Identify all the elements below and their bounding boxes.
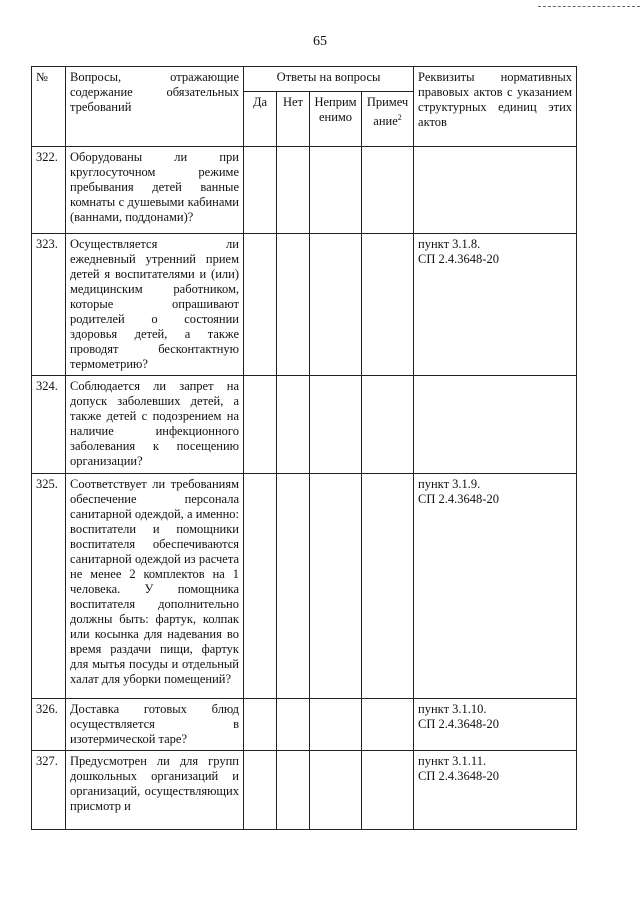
header-yes: Да [244, 92, 277, 147]
header-row [32, 67, 577, 92]
answer-yes-cell[interactable] [244, 234, 277, 376]
answer-note-cell[interactable] [362, 376, 414, 474]
requisite-act: СП 2.4.3648-20 [418, 492, 499, 506]
answer-na-cell[interactable] [310, 751, 362, 830]
row-requisites [414, 474, 577, 699]
requisite-act: СП 2.4.3648-20 [418, 769, 499, 783]
top-dashed-line [538, 6, 640, 7]
answer-note-cell[interactable] [362, 699, 414, 751]
answer-na-cell[interactable] [310, 474, 362, 699]
requisite-clause: пункт 3.1.9. [418, 477, 481, 491]
answer-no-cell[interactable] [277, 751, 310, 830]
answer-note-cell[interactable] [362, 147, 414, 234]
row-question: Соответствует ли требованиям обеспечение персонала санитарной одеждой, а именно: воспитатели и помощники воспитателя обеспечиваются санитарной одеждой из расчета не менее 2 комплектов на 1 человека. У помощника воспитателя дополнительно должны быть: фартук, колпак или косынка для надевания во время раздачи пищи, фартук для мытья посуды и отдельный халат для уборки помещений? [66, 474, 244, 699]
row-number: 322. [32, 147, 66, 234]
answer-na-cell[interactable] [310, 234, 362, 376]
answer-yes-cell[interactable] [244, 376, 277, 474]
requisite-act: СП 2.4.3648-20 [418, 252, 499, 266]
requisite-act: СП 2.4.3648-20 [418, 717, 499, 731]
answer-na-cell[interactable] [310, 147, 362, 234]
page-number: 65 [313, 34, 327, 49]
row-requisites [414, 699, 577, 751]
answer-yes-cell[interactable] [244, 474, 277, 699]
answer-na-cell[interactable] [310, 699, 362, 751]
header-questions: Вопросы, отражающие содержание обязательных требований [66, 67, 244, 147]
header-note [362, 92, 414, 147]
header-note-sup: 2 [397, 113, 402, 122]
answer-no-cell[interactable] [277, 474, 310, 699]
row-requisites [414, 147, 577, 234]
row-number: 326. [32, 699, 66, 751]
answer-yes-cell[interactable] [244, 699, 277, 751]
answer-no-cell[interactable] [277, 376, 310, 474]
table-row [32, 474, 577, 699]
row-number: 327. [32, 751, 66, 830]
header-num: № [32, 67, 66, 147]
row-question: Соблюдается ли запрет на допуск заболевших детей, а также детей с подозрением на наличие инфекционного заболевания к посещению организации? [66, 376, 244, 474]
row-requisites [414, 234, 577, 376]
answer-no-cell[interactable] [277, 147, 310, 234]
table-row [32, 376, 577, 474]
requirements-table [31, 66, 577, 830]
row-number: 325. [32, 474, 66, 699]
requisite-clause: пункт 3.1.8. [418, 237, 481, 251]
requisite-clause: пункт 3.1.10. [418, 702, 487, 716]
table-row [32, 234, 577, 376]
header-no: Нет [277, 92, 310, 147]
answer-yes-cell[interactable] [244, 147, 277, 234]
row-question: Предусмотрен ли для групп дошкольных организаций и организаций, осуществляющих присмотр и [66, 751, 244, 830]
header-not-applicable: Неприм енимо [310, 92, 362, 147]
header-note-text: Примеч ание [366, 95, 409, 129]
answer-note-cell[interactable] [362, 474, 414, 699]
header-answers: Ответы на вопросы [244, 67, 414, 92]
row-requisites [414, 751, 577, 830]
answer-na-cell[interactable] [310, 376, 362, 474]
row-question: Доставка готовых блюд осуществляется в изотермической таре? [66, 699, 244, 751]
answer-yes-cell[interactable] [244, 751, 277, 830]
answer-no-cell[interactable] [277, 699, 310, 751]
table-row [32, 751, 577, 830]
requisite-clause: пункт 3.1.11. [418, 754, 487, 768]
row-question: Осуществляется ли ежедневный утренний прием детей я воспитателями и (или) медицинским работником, которые опрашивают родителей о состоянии здоровья детей, а также проводят бесконтактную термометрию? [66, 234, 244, 376]
row-number: 323. [32, 234, 66, 376]
row-question: Оборудованы ли при круглосуточном режиме пребывания детей ванные комнаты с душевыми кабинами (ваннами, поддонами)? [66, 147, 244, 234]
row-number: 324. [32, 376, 66, 474]
table-row [32, 147, 577, 234]
answer-note-cell[interactable] [362, 234, 414, 376]
table-row [32, 699, 577, 751]
row-requisites [414, 376, 577, 474]
header-requisites: Реквизиты нормативных правовых актов с указанием структурных единиц этих актов [414, 67, 577, 147]
answer-no-cell[interactable] [277, 234, 310, 376]
answer-note-cell[interactable] [362, 751, 414, 830]
